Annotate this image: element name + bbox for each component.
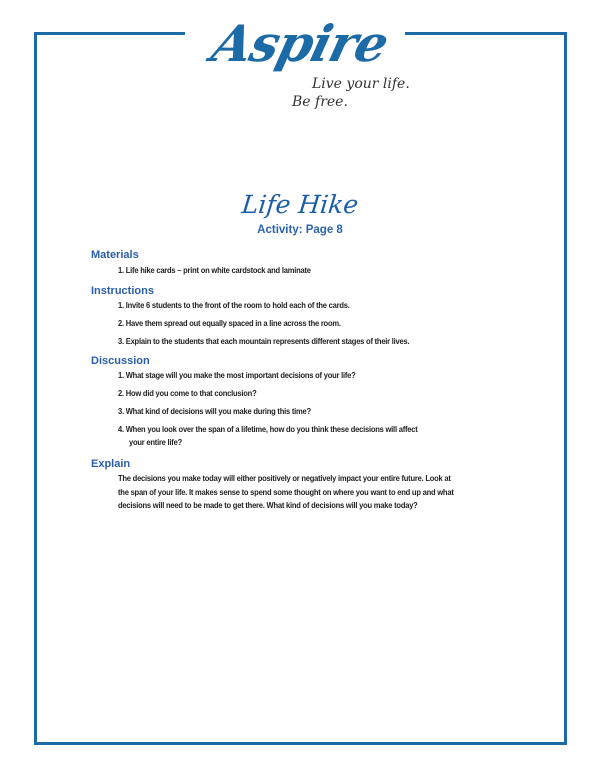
discussion-item: 4. When you look over the span of a lifetime, how do you think these decisions will affect <box>118 424 418 434</box>
instructions-item: 2. Have them spread out equally spaced in a line across the room. <box>118 318 341 328</box>
discussion-item: 1. What stage will you make the most important decisions of your life? <box>118 370 356 380</box>
logo-tagline-2: Be free. <box>292 94 348 110</box>
instructions-item: 1. Invite 6 students to the front of the room to hold each of the cards. <box>118 300 350 310</box>
aspire-logo <box>200 8 410 118</box>
discussion-item: 3. What kind of decisions will you make during this time? <box>118 406 311 416</box>
instructions-heading: Instructions <box>91 285 154 297</box>
logo-wordmark: Aspire <box>206 14 395 73</box>
logo-tagline-1: Live your life. <box>312 76 410 92</box>
explain-line: the span of your life. It makes sense to spend some thought on where you want to end up and what <box>118 486 454 497</box>
materials-item: 1. Life hike cards – print on white cardstock and laminate <box>118 265 311 275</box>
materials-heading: Materials <box>91 249 139 261</box>
page-subtitle: Activity: Page 8 <box>257 224 343 236</box>
explain-paragraph <box>118 472 528 513</box>
discussion-item: 2. How did you come to that conclusion? <box>118 388 257 398</box>
explain-line: The decisions you make today will either positively or negatively impact your entire future. Look at <box>118 473 451 483</box>
discussion-item-continuation: your entire life? <box>129 437 182 447</box>
explain-line: decisions will need to be made to get there. What kind of decisions will you make today? <box>118 500 418 510</box>
page-border <box>34 32 567 745</box>
discussion-heading: Discussion <box>91 355 150 367</box>
instructions-item: 3. Explain to the students that each mountain represents different stages of their lives. <box>118 336 410 346</box>
explain-heading: Explain <box>91 458 131 470</box>
page-title: Life Hike <box>240 190 360 219</box>
